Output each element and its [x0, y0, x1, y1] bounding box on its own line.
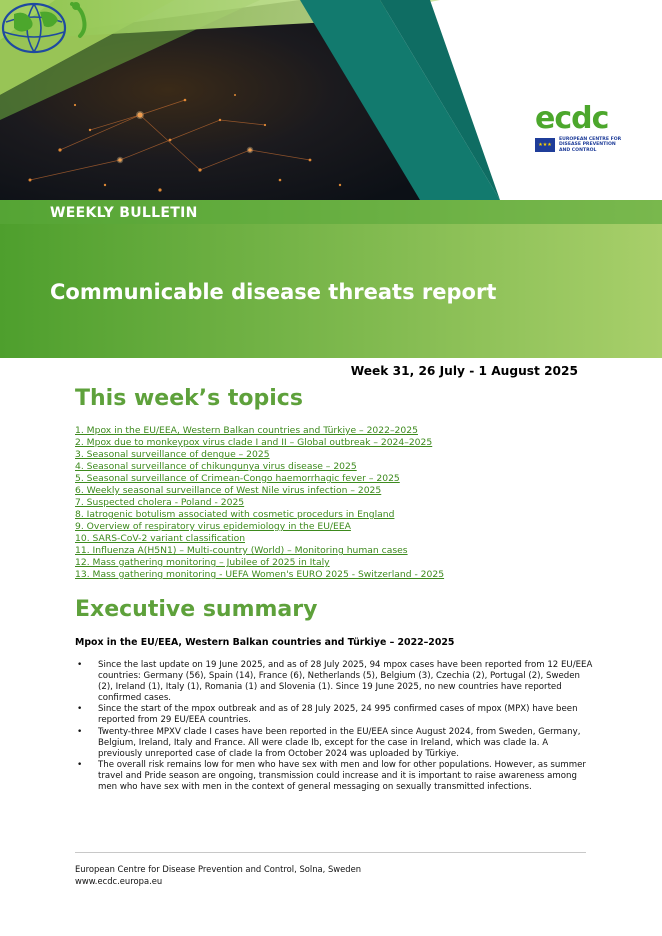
report-title: Communicable disease threats report	[50, 280, 497, 304]
toc-link[interactable]: 7. Suspected cholera - Poland - 2025	[75, 497, 245, 508]
eu-flag-icon: ★★★	[535, 138, 555, 152]
toc-item	[75, 485, 595, 497]
toc-item	[75, 437, 595, 449]
footer-divider	[75, 852, 586, 853]
summary-bullet: • Since the start of the mpox outbreak and as of 28 July 2025, 24 995 confirmed cases of mpox (MPX) have been reported from 29 EU/EEA countries.	[75, 704, 595, 726]
toc-link[interactable]: 11. Influenza A(H5N1) – Multi-country (World) – Monitoring human cases	[75, 545, 408, 556]
ecdc-wordmark: ecdc	[535, 101, 609, 136]
toc-item	[75, 557, 595, 569]
toc-item	[75, 473, 595, 485]
toc-item	[75, 533, 595, 545]
toc-link[interactable]: 12. Mass gathering monitoring – Jubilee of 2025 in Italy	[75, 557, 330, 568]
toc-link[interactable]: 13. Mass gathering monitoring - UEFA Women's EURO 2025 - Switzerland - 2025	[75, 569, 445, 580]
summary-bullet: • Twenty-three MPXV clade I cases have been reported in the EU/EEA since August 2024, from Sweden, Germany, Belgium, Ireland, Italy and France. All were clade Ib, except for the case in Ireland, which was clade Ia. A previously unreported case of clade Ia from October 2024 was uploaded by Türkiye.	[75, 727, 595, 760]
toc-item	[75, 449, 595, 461]
summary-bullet: • Since the last update on 19 June 2025, and as of 28 July 2025, 94 mpox cases have been reported from 12 EU/EEA countries: Germany (56), Spain (14), France (6), Netherlands (5), Belgium (3), Czechia (2), Portugal (2), Sweden (2), Ireland (1), Italy (1), Romania (1) and Slovenia (1). Since 19 June 2025, no new countries have reported confirmed cases.	[75, 660, 595, 704]
summary-bullets	[75, 660, 595, 793]
toc-item	[75, 425, 595, 437]
footer-address: European Centre for Disease Prevention and Control, Solna, Sweden	[75, 864, 362, 874]
logo-org-name	[559, 137, 629, 153]
toc-link[interactable]: 9. Overview of respiratory virus epidemiology in the EU/EEA	[75, 521, 351, 532]
toc-item	[75, 497, 595, 509]
toc-link[interactable]: 10. SARS-CoV-2 variant classification	[75, 533, 246, 544]
toc-item	[75, 569, 595, 581]
toc-link[interactable]: 1. Mpox in the EU/EEA, Western Balkan countries and Türkiye – 2022–2025	[75, 425, 418, 436]
toc-link[interactable]: 4. Seasonal surveillance of chikungunya virus disease – 2025	[75, 461, 357, 472]
cover-banner	[0, 0, 662, 358]
summary-bullet: • The overall risk remains low for men who have sex with men and low for other populations. However, as summer travel and Pride season are ongoing, transmission could increase and it is important to raise awareness among men who have sex with men in the context of general messaging on sexually transmitted infections.	[75, 760, 595, 793]
bulletin-label: WEEKLY BULLETIN	[50, 205, 198, 221]
toc-item	[75, 461, 595, 473]
footer-url: www.ecdc.europa.eu	[75, 875, 163, 886]
toc-link[interactable]: 8. Iatrogenic botulism associated with cosmetic procedurs in England	[75, 509, 395, 520]
toc-link[interactable]: 5. Seasonal surveillance of Crimean-Congo haemorrhagic fever – 2025	[75, 473, 400, 484]
footer	[75, 864, 361, 887]
toc-item	[75, 509, 595, 521]
logo-org-line: DISEASE PREVENTION	[559, 142, 616, 148]
logo-org-line: EUROPEAN CENTRE FOR	[559, 137, 622, 142]
toc-item	[75, 521, 595, 533]
globe-icon	[0, 0, 110, 94]
topics-list	[75, 425, 595, 581]
summary-subheading: Mpox in the EU/EEA, Western Balkan countries and Türkiye – 2022–2025	[75, 637, 455, 648]
toc-item	[75, 545, 595, 557]
toc-link[interactable]: 2. Mpox due to monkeypox virus clade I and II – Global outbreak – 2024–2025	[75, 437, 433, 448]
topics-heading: This week’s topics	[75, 386, 303, 411]
logo-org-line: AND CONTROL	[559, 147, 597, 153]
toc-link[interactable]: 6. Weekly seasonal surveillance of West Nile virus infection – 2025	[75, 485, 382, 496]
executive-summary-heading: Executive summary	[75, 597, 318, 622]
toc-link[interactable]: 3. Seasonal surveillance of dengue – 2025	[75, 449, 270, 460]
week-line: Week 31, 26 July - 1 August 2025	[350, 364, 578, 378]
